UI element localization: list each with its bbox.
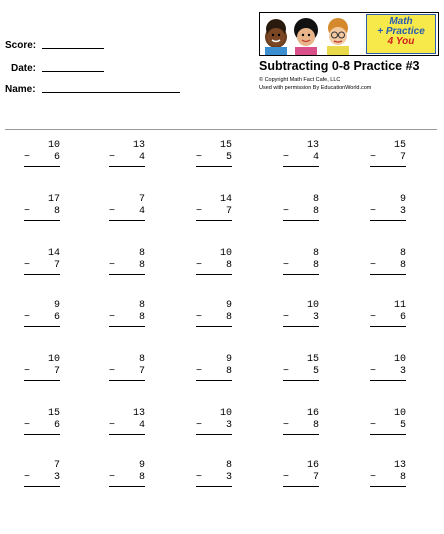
minus-sign: − [109,420,116,431]
subtrahend-row [370,472,406,484]
subtraction-problem [370,140,406,167]
name-field [5,84,180,95]
subtrahend: 6 [399,312,406,323]
subtraction-problem [196,140,232,167]
score-label: Score: [5,40,37,51]
minus-sign: − [370,260,377,271]
minus-sign: − [196,206,203,217]
minuend: 9 [225,354,232,365]
date-blank[interactable] [42,70,104,72]
subtrahend-row [283,312,319,324]
subtrahend: 7 [53,366,60,377]
subtrahend: 3 [399,206,406,217]
subtrahend-row [109,206,145,218]
minus-sign: − [370,472,377,483]
subtrahend: 7 [399,152,406,163]
subtraction-problem [24,194,60,221]
answer-line[interactable] [370,274,406,275]
subtrahend-row [196,206,232,218]
subtrahend-row [24,206,60,218]
subtrahend: 8 [138,472,145,483]
minus-sign: − [196,152,203,163]
answer-line[interactable] [24,326,60,327]
answer-line[interactable] [370,434,406,435]
minuend: 16 [306,408,319,419]
subtrahend: 3 [225,472,232,483]
answer-line[interactable] [283,380,319,381]
answer-line[interactable] [24,380,60,381]
minuend: 10 [393,408,406,419]
minuend: 15 [306,354,319,365]
answer-line[interactable] [283,486,319,487]
minuend: 8 [312,194,319,205]
answer-line[interactable] [370,220,406,221]
minuend: 9 [53,300,60,311]
subtraction-problem [283,248,319,275]
subtrahend: 8 [225,312,232,323]
subtraction-problem [24,460,60,487]
minus-sign: − [196,260,203,271]
minuend: 13 [306,140,319,151]
subtrahend: 5 [225,152,232,163]
subtrahend: 3 [53,472,60,483]
minuend: 11 [393,300,406,311]
subtraction-problem [109,354,145,381]
subtrahend: 8 [225,366,232,377]
subtrahend-row [370,366,406,378]
subtrahend-row [109,260,145,272]
minuend: 10 [393,354,406,365]
minuend: 9 [225,300,232,311]
minuend: 15 [47,408,60,419]
answer-line[interactable] [196,486,232,487]
answer-line[interactable] [109,486,145,487]
minuend: 16 [306,460,319,471]
subtraction-problem [109,460,145,487]
minuend: 10 [47,354,60,365]
answer-line[interactable] [109,380,145,381]
subtrahend-row [283,152,319,164]
subtrahend: 6 [53,152,60,163]
subtraction-problem [196,408,232,435]
minuend: 13 [132,140,145,151]
subtrahend-row [24,152,60,164]
date-field [11,63,104,74]
subtrahend: 7 [53,260,60,271]
minuend: 17 [47,194,60,205]
minus-sign: − [196,472,203,483]
minuend: 10 [47,140,60,151]
answer-line[interactable] [283,220,319,221]
minus-sign: − [24,472,31,483]
subtrahend-row [196,472,232,484]
subtrahend: 4 [138,420,145,431]
subtrahend: 8 [399,472,406,483]
subtrahend-row [283,260,319,272]
minus-sign: − [24,260,31,271]
answer-line[interactable] [370,166,406,167]
subtrahend: 8 [312,420,319,431]
answer-line[interactable] [370,326,406,327]
subtrahend: 3 [225,420,232,431]
minuend: 8 [138,300,145,311]
subtrahend-row [24,260,60,272]
answer-line[interactable] [24,274,60,275]
subtraction-problem [283,460,319,487]
minus-sign: − [196,312,203,323]
answer-line[interactable] [196,220,232,221]
subtrahend: 7 [312,472,319,483]
subtrahend: 6 [53,312,60,323]
subtrahend-row [196,366,232,378]
minus-sign: − [283,420,290,431]
name-blank[interactable] [42,91,180,93]
minuend: 14 [47,248,60,259]
subtrahend-row [370,420,406,432]
subtraction-problem [370,248,406,275]
score-blank[interactable] [42,47,104,49]
minus-sign: − [196,366,203,377]
answer-line[interactable] [283,326,319,327]
minus-sign: − [283,152,290,163]
subtraction-problem [370,300,406,327]
minus-sign: − [109,312,116,323]
minus-sign: − [283,206,290,217]
subtrahend: 5 [312,366,319,377]
minuend: 8 [225,460,232,471]
subtrahend: 8 [225,260,232,271]
answer-line[interactable] [109,166,145,167]
subtraction-problem [109,140,145,167]
subtrahend-row [370,260,406,272]
subtrahend: 7 [138,366,145,377]
divider [5,129,437,130]
subtrahend-row [24,472,60,484]
subtraction-problem [196,354,232,381]
subtrahend-row [109,152,145,164]
minuend: 14 [219,194,232,205]
subtrahend-row [109,420,145,432]
minus-sign: − [109,152,116,163]
minus-sign: − [109,366,116,377]
answer-line[interactable] [370,486,406,487]
subtrahend: 3 [399,366,406,377]
subtraction-problem [109,300,145,327]
minuend: 9 [399,194,406,205]
answer-line[interactable] [109,326,145,327]
minus-sign: − [109,472,116,483]
subtrahend-row [370,312,406,324]
permission-text: Used with permission By EducationWorld.com [259,85,372,91]
answer-line[interactable] [196,274,232,275]
minus-sign: − [109,260,116,271]
answer-line[interactable] [196,434,232,435]
minuend: 10 [306,300,319,311]
subtrahend: 4 [138,206,145,217]
minuend: 8 [138,354,145,365]
subtrahend-row [283,366,319,378]
subtraction-problem [283,408,319,435]
minuend: 15 [219,140,232,151]
answer-line[interactable] [196,326,232,327]
minus-sign: − [370,206,377,217]
subtrahend-row [196,152,232,164]
subtrahend-row [109,472,145,484]
answer-line[interactable] [24,486,60,487]
copyright-text: © Copyright Math Fact Cafe, LLC [259,77,341,83]
subtrahend: 3 [312,312,319,323]
minuend: 8 [312,248,319,259]
subtraction-problem [109,194,145,221]
minuend: 10 [219,248,232,259]
answer-line[interactable] [24,166,60,167]
math-practice-logo: Math + Practice 4 You [366,14,436,54]
subtrahend: 5 [399,420,406,431]
subtraction-problem [196,194,232,221]
subtrahend-row [196,312,232,324]
answer-line[interactable] [109,220,145,221]
subtraction-problem [24,300,60,327]
subtrahend: 6 [53,420,60,431]
worksheet-title: Subtracting 0-8 Practice #3 [259,59,420,73]
subtrahend: 8 [138,260,145,271]
subtraction-problem [196,300,232,327]
answer-line[interactable] [196,380,232,381]
minus-sign: − [283,260,290,271]
minus-sign: − [370,312,377,323]
subtraction-problem [24,248,60,275]
minuend: 15 [393,140,406,151]
subtraction-problem [196,248,232,275]
subtraction-problem [370,408,406,435]
minus-sign: − [283,366,290,377]
subtrahend-row [283,472,319,484]
subtrahend-row [283,420,319,432]
subtraction-problem [24,354,60,381]
minus-sign: − [24,366,31,377]
subtraction-problem [370,354,406,381]
minuend: 13 [132,408,145,419]
minuend: 9 [138,460,145,471]
minus-sign: − [24,152,31,163]
subtrahend-row [370,206,406,218]
subtrahend-row [109,312,145,324]
subtrahend-row [24,366,60,378]
minuend: 10 [219,408,232,419]
subtrahend-row [370,152,406,164]
minuend: 7 [138,194,145,205]
name-label: Name: [5,84,36,95]
minus-sign: − [283,472,290,483]
answer-line[interactable] [109,274,145,275]
minus-sign: − [283,312,290,323]
subtrahend: 8 [312,260,319,271]
answer-line[interactable] [283,434,319,435]
subtraction-problem [370,194,406,221]
subtrahend: 4 [138,152,145,163]
score-field [5,40,104,51]
minuend: 7 [53,460,60,471]
subtrahend: 7 [225,206,232,217]
subtraction-problem [109,248,145,275]
subtrahend-row [109,366,145,378]
answer-line[interactable] [24,220,60,221]
subtrahend-row [24,312,60,324]
minus-sign: − [24,312,31,323]
date-label: Date: [11,63,37,74]
minuend: 13 [393,460,406,471]
subtrahend-row [196,260,232,272]
minus-sign: − [196,420,203,431]
answer-line[interactable] [370,380,406,381]
subtrahend: 4 [312,152,319,163]
subtraction-problem [283,300,319,327]
minus-sign: − [370,152,377,163]
minus-sign: − [24,206,31,217]
answer-line[interactable] [109,434,145,435]
answer-line[interactable] [196,166,232,167]
subtrahend-row [196,420,232,432]
subtraction-problem [283,140,319,167]
minus-sign: − [24,420,31,431]
answer-line[interactable] [283,166,319,167]
subtrahend: 8 [399,260,406,271]
math-practice-banner [259,12,439,56]
subtraction-problem [109,408,145,435]
minuend: 8 [399,248,406,259]
subtraction-problem [24,408,60,435]
subtraction-problem [24,140,60,167]
subtrahend-row [283,206,319,218]
minuend: 8 [138,248,145,259]
answer-line[interactable] [24,434,60,435]
kids-illustration-icon [260,13,370,55]
answer-line[interactable] [283,274,319,275]
subtrahend-row [24,420,60,432]
minus-sign: − [370,366,377,377]
subtraction-problem [370,460,406,487]
subtraction-problem [283,194,319,221]
minus-sign: − [109,206,116,217]
subtrahend: 8 [312,206,319,217]
subtraction-problem [196,460,232,487]
subtraction-problem [283,354,319,381]
subtrahend: 8 [53,206,60,217]
subtrahend: 8 [138,312,145,323]
minus-sign: − [370,420,377,431]
